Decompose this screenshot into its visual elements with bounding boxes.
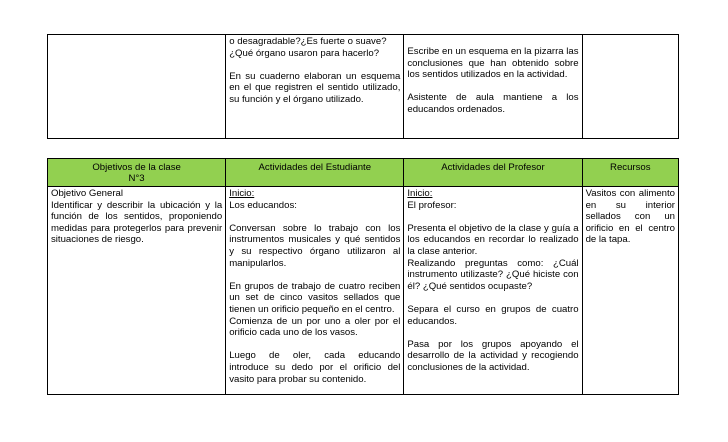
student-question-1: o desagradable?¿Es fuerte o suave? [229,36,387,47]
teacher-activity-1: Presenta el objetivo de la clase y guía a los educandos en recordar lo realizado la clase anterior. [407,222,579,257]
resources-text: Vasitos con alimento en su interior sellados con un orificio en el centro de la tapa. [585,188,675,246]
teacher-start-label: Inicio: [407,188,433,199]
continuation-table [47,34,679,139]
header-objectives-number: N°3 [128,173,145,184]
header-row [48,159,679,187]
teacher-board-task: Escribe en un esquema en la pizarra las conclusiones que han obtenido sobre los sentidos utilizados en la actividad. [407,46,579,81]
student-activity-4: Luego de oler, cada educando introduce su dedo por el orificio del vasito para probar su contenido. [229,350,401,385]
student-start-label: Inicio: [229,188,255,199]
content-row [48,187,679,395]
teacher-activity-3: Separa el curso en grupos de cuatro educandos. [407,303,579,327]
header-objectives [48,159,226,187]
header-resources: Recursos [582,159,678,187]
header-objectives-label: Objetivos de la clase [92,162,181,173]
teacher-activity-4: Pasa por los grupos apoyando el desarrollo de la actividad y recogiendo conclusiones de la actividad. [407,338,579,373]
objective-title: Objetivo General [51,188,123,199]
student-notebook-task: En su cuaderno elaboran un esquema en el que registren el sentido utilizado, su función y el órgano utilizado. [229,70,401,105]
student-continuation-cell [226,35,404,139]
objective-text: Identificar y describir la ubicación y la función de los sentidos, proponiendo medidas para protegerlos para prevenir situaciones de riesgo. [51,199,223,246]
teacher-intro: El profesor: [407,199,457,211]
teacher-continuation-cell [404,35,582,139]
teacher-activity-2: Realizando preguntas como: ¿Cuál instrumento utilizaste? ¿Qué hiciste con él? ¿Qué sentidos ocupaste? [407,257,579,292]
assistant-task: Asistente de aula mantiene a los educandos ordenados. [407,92,579,115]
student-activities-cell [226,187,404,395]
empty-objectives-cell [48,35,226,139]
student-intro: Los educandos: [229,199,297,211]
header-student-activities: Actividades del Estudiante [226,159,404,187]
header-teacher-activities: Actividades del Profesor [404,159,582,187]
resources-cell [582,187,678,395]
objectives-cell [48,187,226,395]
empty-resources-cell [582,35,678,139]
continuation-row [48,35,679,139]
student-question-2: ¿Qué órgano usaron para hacerlo? [229,47,380,59]
lesson-plan-table [47,158,679,395]
student-activity-2: En grupos de trabajo de cuatro reciben un set de cinco vasitos sellados que tienen un orificio pequeño en el centro. [229,280,401,315]
student-activity-3: Comienza de un por uno a oler por el orificio cada uno de los vasos. [229,315,401,339]
teacher-activities-cell [404,187,582,395]
student-activity-1: Conversan sobre lo trabajo con los instrumentos musicales y qué sentidos y su respectivo órgano utilizaron al manipularlos. [229,222,401,269]
